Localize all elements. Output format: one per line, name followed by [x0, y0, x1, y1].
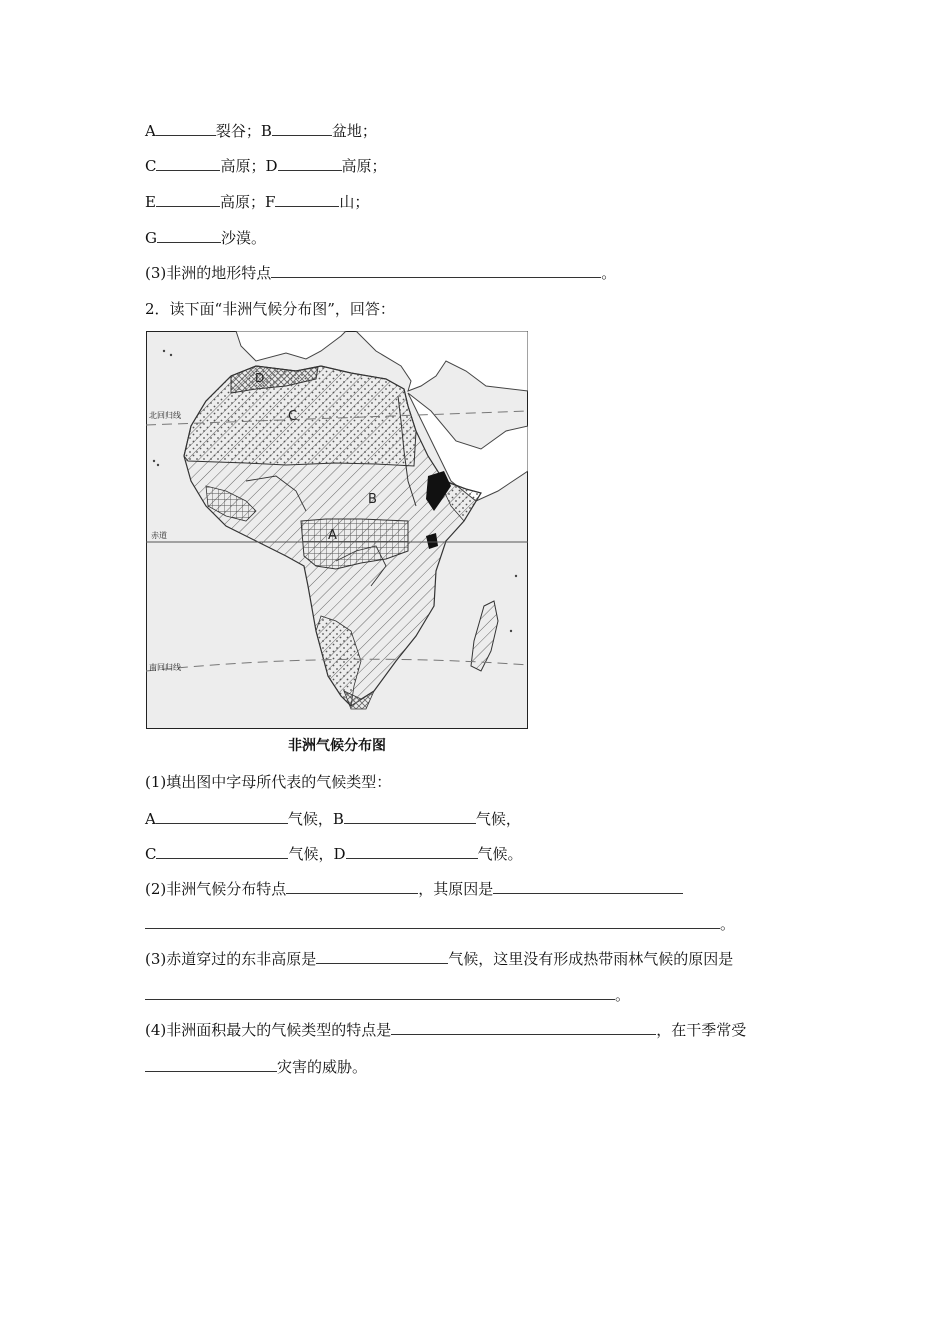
climate-text-c: 气候，D: [288, 845, 346, 863]
distribution-reason-blank-2[interactable]: [145, 914, 720, 929]
text-plateau-d: 高原；: [341, 157, 387, 175]
text-basin: 盆地；: [331, 122, 377, 140]
q1-line-cd: [145, 156, 387, 176]
map-label-c: C: [288, 409, 298, 424]
climate-blank-a[interactable]: [156, 809, 288, 824]
q2-title: 2．读下面“非洲气候分布图”，回答：: [145, 300, 395, 318]
q2-part4-prompt: (4)非洲面积最大的气候类型的特点是: [145, 1021, 392, 1039]
distribution-reason-blank[interactable]: [493, 879, 683, 894]
q2-part4-end: 灾害的威胁。: [277, 1058, 368, 1076]
q2-part4: [145, 1020, 746, 1040]
text-mountain: 山；: [339, 193, 370, 211]
tropic-north-label: 北回归线: [149, 411, 181, 420]
q2-part2: [145, 879, 683, 899]
east-africa-climate-blank[interactable]: [316, 949, 448, 964]
blank-f[interactable]: [275, 192, 339, 207]
label-g: G: [145, 229, 157, 247]
q2-part2-continued: [145, 914, 735, 934]
tropic-south-label: 南回归线: [149, 663, 181, 672]
q2-part4-middle: ，在干季常受: [656, 1021, 747, 1039]
q2-part3-prompt: (3)赤道穿过的东非高原是: [145, 950, 317, 968]
blank-b[interactable]: [272, 121, 332, 136]
q2-part2-end: 。: [720, 915, 736, 933]
island-dot: [153, 460, 155, 462]
climate-text-b: 气候，: [475, 810, 521, 828]
q1-part3-end: 。: [601, 264, 617, 282]
climate-blank-c[interactable]: [156, 844, 288, 859]
q1-part3: [145, 263, 616, 283]
climate-label-c: C: [145, 845, 157, 863]
q2-part2-prompt: (2)非洲气候分布特点: [145, 880, 287, 898]
island-dot: [157, 464, 159, 466]
distribution-feature-blank[interactable]: [286, 879, 418, 894]
island-dot: [510, 630, 512, 632]
climate-text-d: 气候。: [477, 845, 523, 863]
map-caption: 非洲气候分布图: [288, 738, 386, 754]
blank-g[interactable]: [157, 228, 221, 243]
text-desert: 沙漠。: [220, 229, 266, 247]
map-label-d: D: [255, 371, 265, 385]
q2-part2-middle: ，其原因是: [418, 880, 494, 898]
text-rift: 裂谷；B: [215, 122, 272, 140]
q1-line-ef: [145, 192, 369, 212]
q2-part1-row-cd: [145, 844, 523, 864]
blank-d[interactable]: [278, 156, 342, 171]
q1-part3-prompt: (3)非洲的地形特点: [145, 264, 272, 282]
disaster-blank[interactable]: [145, 1057, 277, 1072]
q2-part3: [145, 949, 733, 969]
africa-climate-map: [146, 331, 528, 729]
map-label-a: A: [328, 528, 337, 543]
blank-a[interactable]: [156, 121, 216, 136]
label-c: C: [145, 157, 157, 175]
island-dot: [515, 575, 517, 577]
island-dot: [163, 350, 165, 352]
blank-c[interactable]: [156, 156, 220, 171]
island-dot: [170, 354, 172, 356]
q2-part4-continued: [145, 1057, 367, 1077]
q1-line-ab: [145, 121, 377, 141]
q1-line-g: [145, 228, 266, 248]
largest-climate-feature-blank[interactable]: [391, 1020, 656, 1035]
blank-e[interactable]: [156, 192, 220, 207]
equator-label: 赤道: [151, 531, 167, 540]
q2-part1-row-ab: [145, 809, 521, 829]
blank-terrain-features[interactable]: [271, 263, 601, 278]
text-plateau-c: 高原；D: [220, 157, 278, 175]
q2-part1-intro: (1)填出图中字母所代表的气候类型：: [145, 773, 392, 791]
q2-part3-end: 。: [615, 986, 631, 1004]
label-a: A: [145, 122, 156, 140]
climate-blank-d[interactable]: [346, 844, 478, 859]
q2-part3-middle: 气候，这里没有形成热带雨林气候的原因是: [448, 950, 734, 968]
no-rainforest-reason-blank[interactable]: [145, 985, 615, 1000]
climate-label-a: A: [145, 810, 156, 828]
label-e: E: [145, 193, 156, 211]
climate-text-a: 气候，B: [287, 810, 344, 828]
q2-part3-continued: [145, 985, 630, 1005]
climate-blank-b[interactable]: [344, 809, 476, 824]
map-label-b: B: [368, 492, 377, 507]
text-plateau-e: 高原；F: [219, 193, 276, 211]
